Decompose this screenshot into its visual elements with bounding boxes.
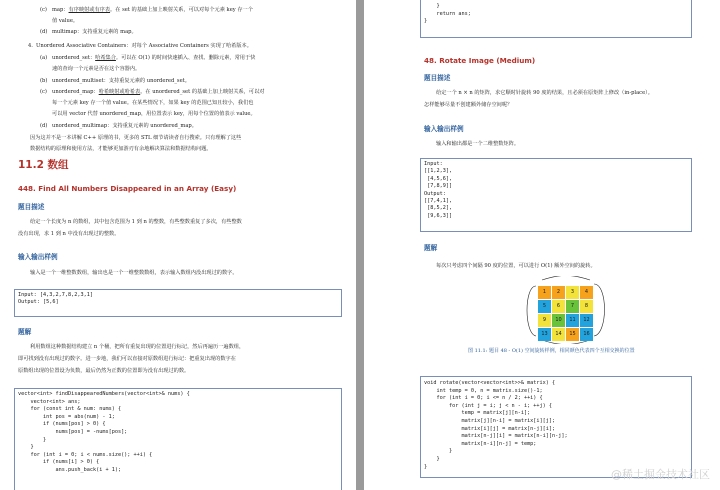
code-line: for (int i = 0; i <= n / 2; ++i) { [424,395,543,402]
list-item-text: Unordered Associative Containers：对每个 Associative Containers 实现了哈希版本。 [36,43,252,49]
paragraph-line: 给定一个长度为 n 的数组，其中包含范围为 1 到 n 的整数，有些整数重复了多次，有些整数 [30,219,242,225]
grid-cell: 8 [580,300,593,313]
list-item-term: 有序映射或有序表 [68,7,111,13]
grid-cell: 10 [552,314,565,327]
paragraph-line: 即可找到没有出现过的数字。进一步地，我们可以直接对原数组进行标记：把重复出现的数字在 [18,356,236,362]
solution-text: 每次只考虑四个间隔 90 度的位置，可以进行 O(1) 额外空间的旋转。 [436,263,596,269]
io-heading: 输入输出样例 [424,125,464,133]
code-line: matrix[i][j] = matrix[n-j][i]; [424,425,556,432]
io-text: 输入和输出都是一个二维整数矩阵。 [436,141,520,147]
code-line: matrix[n-j][i] = matrix[n-i][n-j]; [424,433,568,440]
list-item-text: map： [52,7,69,13]
list-item [52,99,253,107]
code-block [420,376,692,478]
paragraph-line: 没有出现，求 1 到 n 中没有出现过的整数。 [18,231,120,237]
code-line: int pos = abs(num) - 1; [18,413,115,420]
grid-cell: 14 [552,328,565,341]
code-line: return ans; [424,10,471,17]
code-line: nums[pos] = -nums[pos]; [18,429,128,435]
left-page [0,0,356,490]
code-block-top [420,0,692,38]
list-item-text: 。在 unordered_set 的基础上加上映射关系，可以对 [140,89,265,95]
sample-io: Input: [4,3,2,7,8,2,3,1] Output: [5,6] [18,292,93,306]
sample-box [420,158,692,232]
list-item-text: multimap：支持重复元素的 map。 [52,29,137,35]
paragraph-line: 怎样能够尽量不创建额外储存空间呢？ [424,102,513,108]
watermark: @稀土掘金技术社区 [611,468,710,481]
paragraph-line: 原数组出现的位置设为负数，最后仍然为正数的位置即为没有出现过的数。 [18,368,190,374]
grid-cell: 1 [538,286,551,299]
code-line: temp = matrix[j][n-i]; [424,410,531,417]
grid-cell: 11 [566,314,579,327]
code-line: matrix[n-i][n-j] = temp; [424,440,537,447]
list-item [52,6,253,14]
grid-cell: 13 [538,328,551,341]
grid-cell: 7 [566,300,579,313]
code-line: } [18,444,34,451]
list-marker: (b) [40,78,48,84]
list-marker: (c) [40,7,47,13]
code-line: matrix[j][n-i] = matrix[i][j]; [424,418,556,424]
list-item-term: 哈希集合 [95,55,116,61]
list-marker: (d) [40,29,48,35]
solution-heading: 题解 [18,328,32,336]
list-item-text: 值 value。 [52,18,79,24]
paragraph-line: 利用数组这种数据结构建立 n 个桶，把所有重复出现的位置进行标记，然后再遍历一遍数组， [30,344,245,350]
code-line: vector<int> findDisappearedNumbers(vector<int>& nums) { [18,391,190,397]
code-line: int temp = 0, n = matrix.size()-1; [424,387,543,394]
paragraph-line: 给定一个 n × n 的矩阵，求它顺时针旋转 90 度的结果，且必须在原矩阵上修改（in-place）。 [436,90,653,96]
list-item [52,77,190,85]
list-item [36,42,252,50]
code-line: } [424,18,428,25]
list-item [52,65,140,73]
list-item-term: 哈希映射或哈希表 [98,89,141,95]
grid-cell: 9 [538,314,551,327]
solution-heading: 题解 [424,244,438,252]
list-item-text: 可以用 vector 代替 unordered_map，用位置表示 key，用每个位置的值表示 value。 [52,111,256,117]
section-title: 11.2 数组 [18,159,69,171]
list-marker: (c) [40,89,47,95]
list-item-text: unordered_multiset：支持重复元素的 unordered_set。 [52,78,190,84]
list-marker: 4. [28,43,33,49]
code-line: for (int j = i; j < n - i; ++j) { [424,402,553,409]
code-line: } [424,448,453,455]
code-block [14,388,342,490]
list-item [52,88,264,96]
sample-io: Input: [[1,2,3], [4,5,6], [7,8,9]] Output: [[7,4,1], [8,5,2], [9,6,3]] [424,161,453,219]
list-marker: (d) [40,123,48,129]
list-item-text: 。在 set 的基础上加上映射关系，可以对每个元素 key 存一个 [110,7,253,13]
grid-cell: 6 [552,300,565,313]
list-item-text: unordered_set： [52,55,96,61]
list-item [52,110,256,118]
sample-box [14,289,342,317]
figure-caption: 图 11.1: 题目 48 - O(1) 空间旋转样例，相同颜色代表四个互相交换的位置 [468,348,635,354]
paragraph-line: 因为这并不是一本讲解 C++ 原理的书，更多的 STL 细节请读者自行搜索。只有理解了这些 [30,135,242,141]
list-item-text: 。可以在 O(1) 的时间快速插入、查找、删除元素，常用于快 [115,55,256,61]
list-item-text: 每一个元素 key 存一个值 value。在某些情况下，如果 key 的范围已知且较小，我们也 [52,100,254,106]
desc-heading: 题目描述 [424,74,451,82]
rotation-grid [538,286,594,342]
list-item [52,122,197,130]
list-item [52,54,255,62]
problem-title: 48. Rotate Image (Medium) [424,56,536,65]
right-page [364,0,720,490]
list-item-text: unordered_map： [52,89,99,95]
code-line: if (nums[pos] > 0) { [18,421,106,428]
code-line: ans.push_back(i + 1); [18,467,122,473]
problem-title: 448. Find All Numbers Disappeared in an Array (Easy) [18,184,237,193]
code-line: void rotate(vector<vector<int>>& matrix) { [424,380,556,386]
code-line: vector<int> ans; [18,398,81,405]
grid-cell: 15 [566,328,579,341]
desc-heading: 题目描述 [18,203,45,211]
io-text: 输入是一个一维整数数组，输出也是一个一维整数数组，表示输入数组内没出现过的数字。 [30,270,238,276]
grid-cell: 2 [552,286,565,299]
code-line: for (const int & num: nums) { [18,406,122,413]
paragraph-line: 数据结构的原理和使用方法，才能够更加游刃有余地解决算法和数据结构问题。 [30,146,212,152]
grid-cell: 3 [566,286,579,299]
list-item [52,17,78,25]
list-item [52,28,137,36]
code-line: } [18,436,47,443]
io-heading: 输入输出样例 [18,253,58,261]
code-line: } [424,3,440,9]
code-line: } [424,456,440,462]
list-marker: (a) [40,55,48,61]
code-line: if (nums[i] > 0) { [18,459,100,466]
code-line: } [424,463,428,470]
grid-cell: 4 [580,286,593,299]
grid-cell: 5 [538,300,551,313]
grid-cell: 12 [580,314,593,327]
list-item-text: 速的查询一个元素是否在这个容器内。 [52,66,141,72]
grid-cell: 16 [580,328,593,341]
list-item-text: unordered_multimap：支持重复元素的 unordered_map。 [52,123,197,129]
code-line: for (int i = 0; i < nums.size(); ++i) { [18,451,153,458]
